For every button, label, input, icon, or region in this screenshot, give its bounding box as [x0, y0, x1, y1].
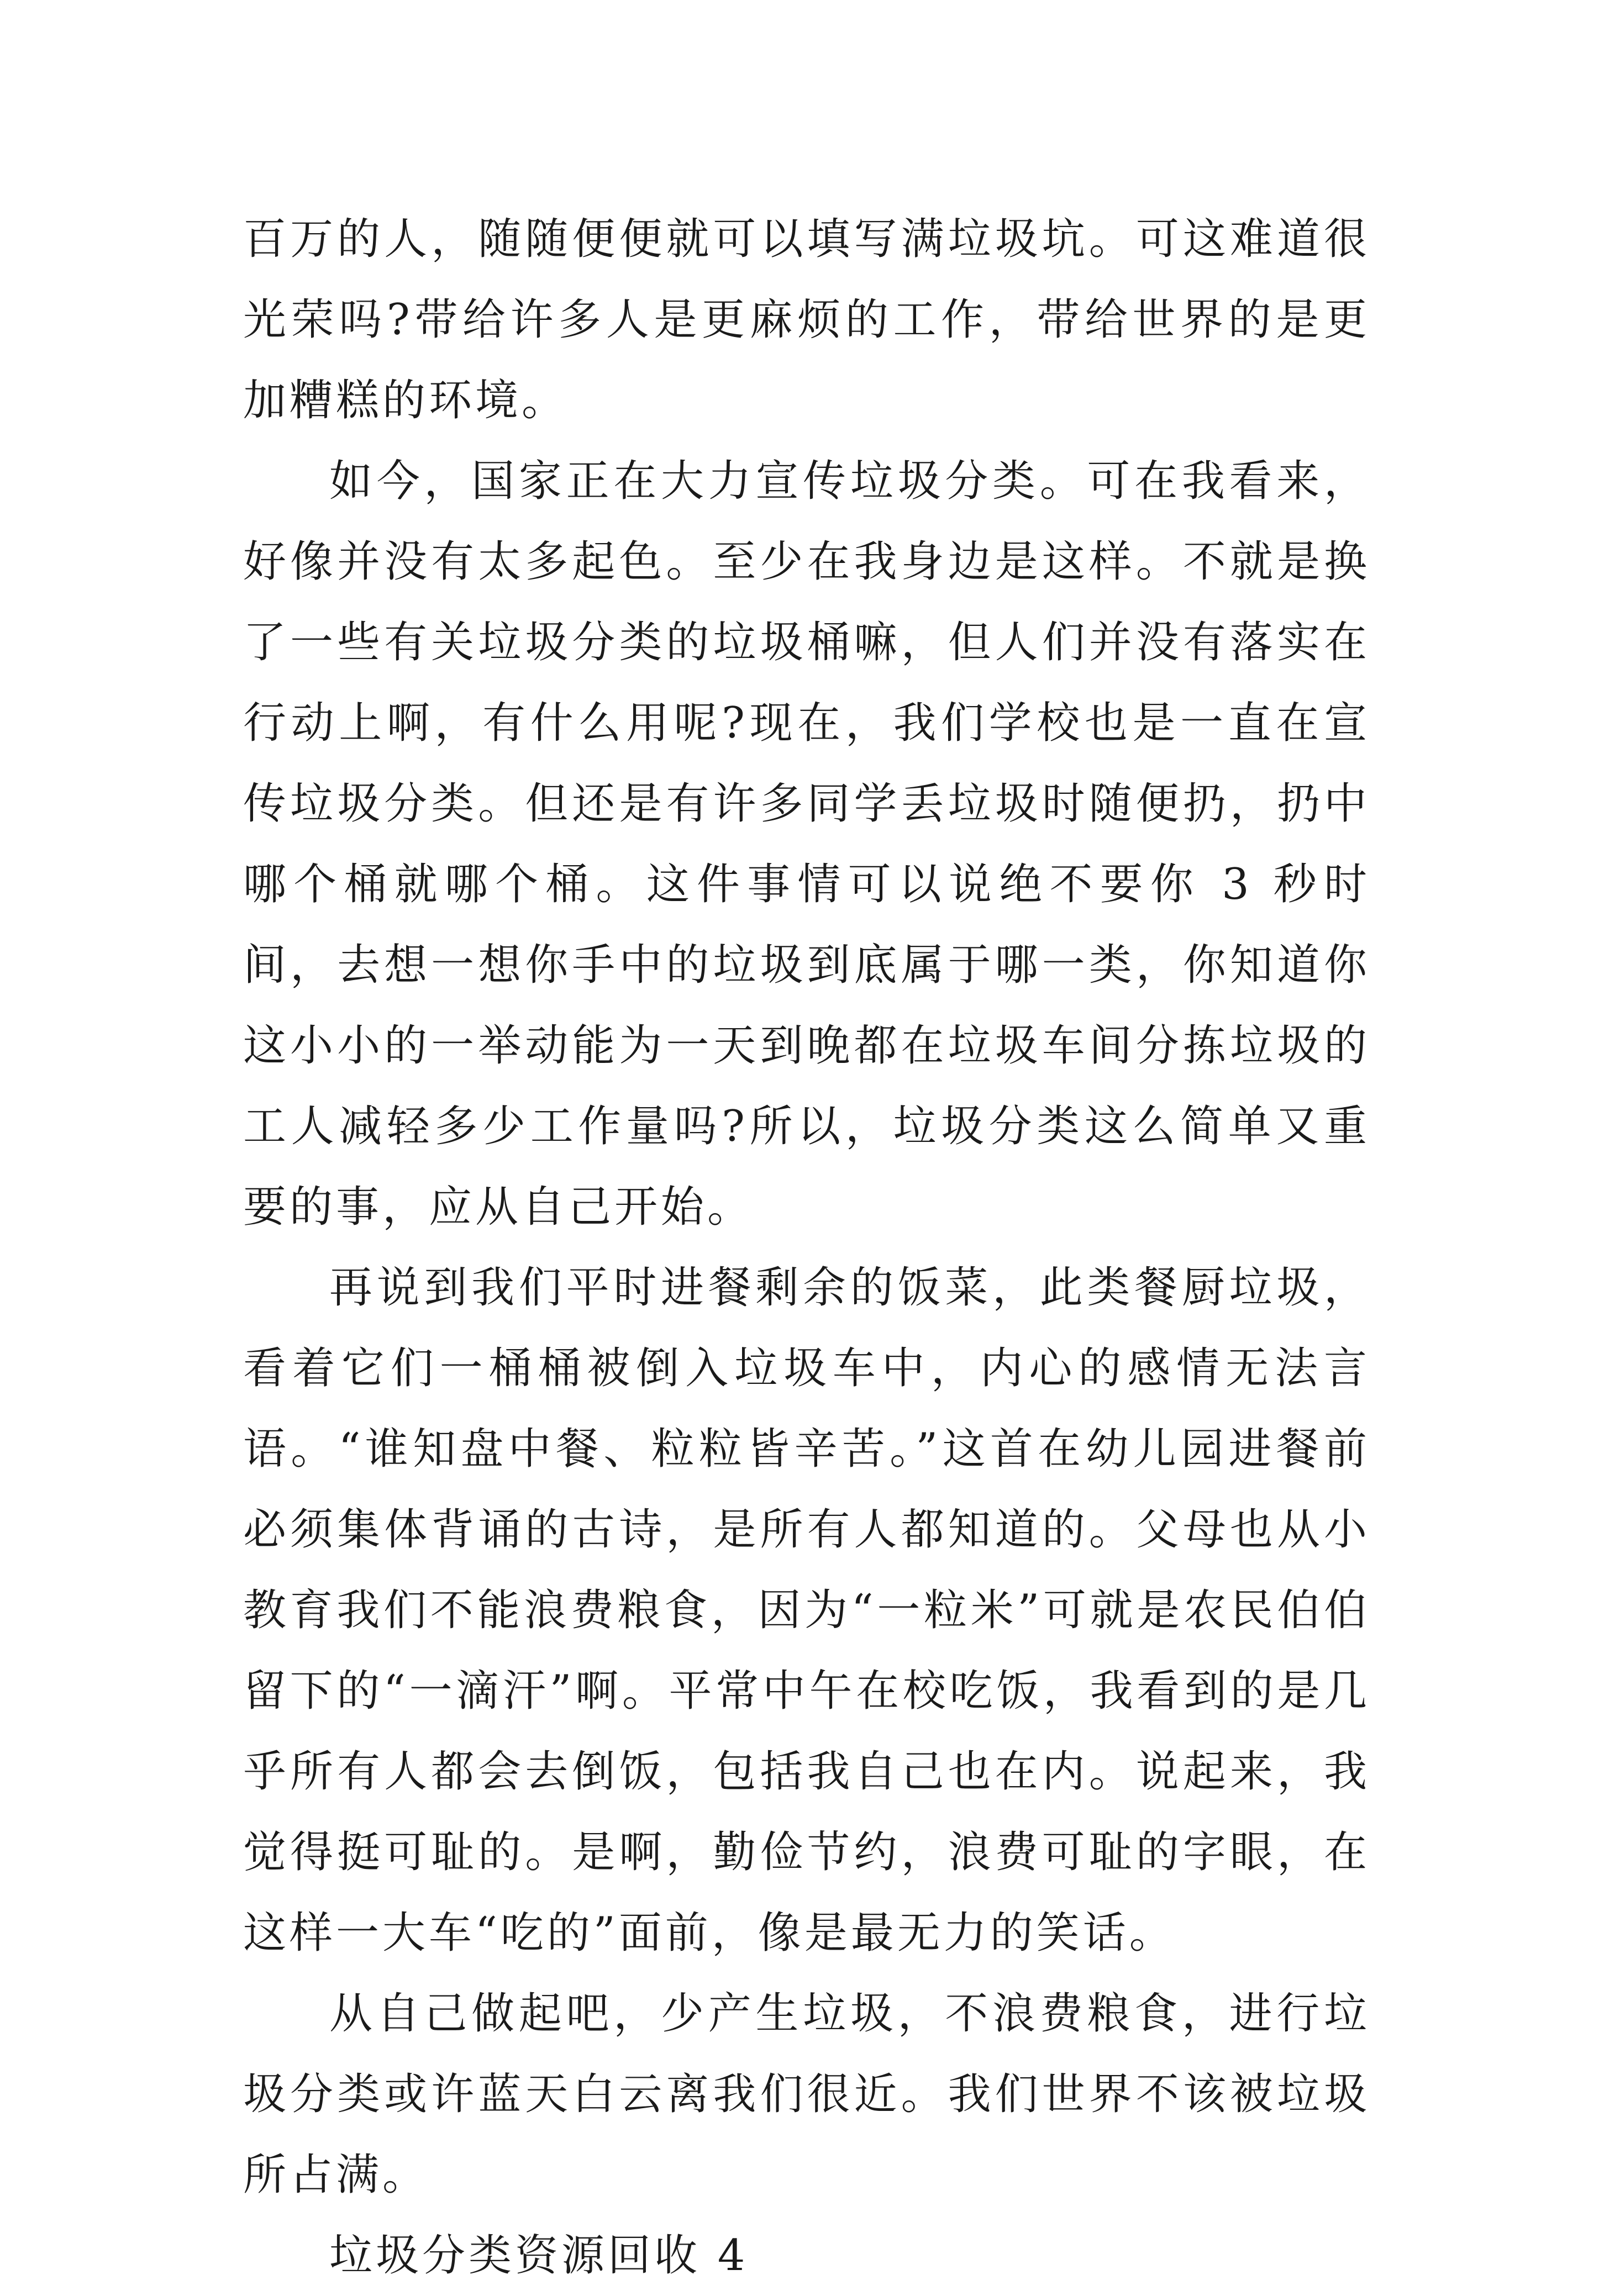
paragraph-1: 百万的人，随随便便就可以填写满垃圾坑。可这难道很光荣吗?带给许多人是更麻烦的工作，带给世界的是更加糟糕的环境。 — [243, 214, 1370, 425]
paragraph-3: 再说到我们平时进餐剩余的饭菜，此类餐厨垃圾，看着它们一桶桶被倒入垃圾车中，内心的感情无法言语。“谁知盘中餐、粒粒皆辛苦。”这首在幼儿园进餐前必须集体背诵的古诗，是所有人都知道的。父母也从小教育我们不能浪费粮食，因为“一粒米”可就是农民伯伯留下的“一滴汗”啊。平常中午在校吃饭，我看到的是几乎所有人都会去倒饭，包括我自己也在内。说起来，我觉得挺可耻的。是啊，勤俭节约，浪费可耻的字眼，在这样一大车“吃的”面前，像是最无力的笑话。 — [243, 1263, 1370, 1958]
section-heading: 垃圾分类资源回收 4 — [329, 2231, 749, 2281]
paragraph-2: 如今，国家正在大力宣传垃圾分类。可在我看来，好像并没有太多起色。至少在我身边是这样。不就是换了一些有关垃圾分类的垃圾桶嘛，但人们并没有落实在行动上啊，有什么用呢?现在，我们学校也是一直在宣传垃圾分类。但还是有许多同学丢垃圾时随便扔，扔中哪个桶就哪个桶。这件事情可以说绝不要你 3 秒时间，去想一想你手中的垃圾到底属于哪一类，你知道你这小小的一举动能为一天到晚都在垃圾车间分拣垃圾的工人减轻多少工作量吗?所以，垃圾分类这么简单又重要的事，应从自己开始。 — [243, 456, 1370, 1232]
document-body — [243, 199, 1370, 2296]
paragraph-4: 从自己做起吧，少产生垃圾，不浪费粮食，进行垃圾分类或许蓝天白云离我们很近。我们世界不该被垃圾所占满。 — [243, 1989, 1370, 2200]
